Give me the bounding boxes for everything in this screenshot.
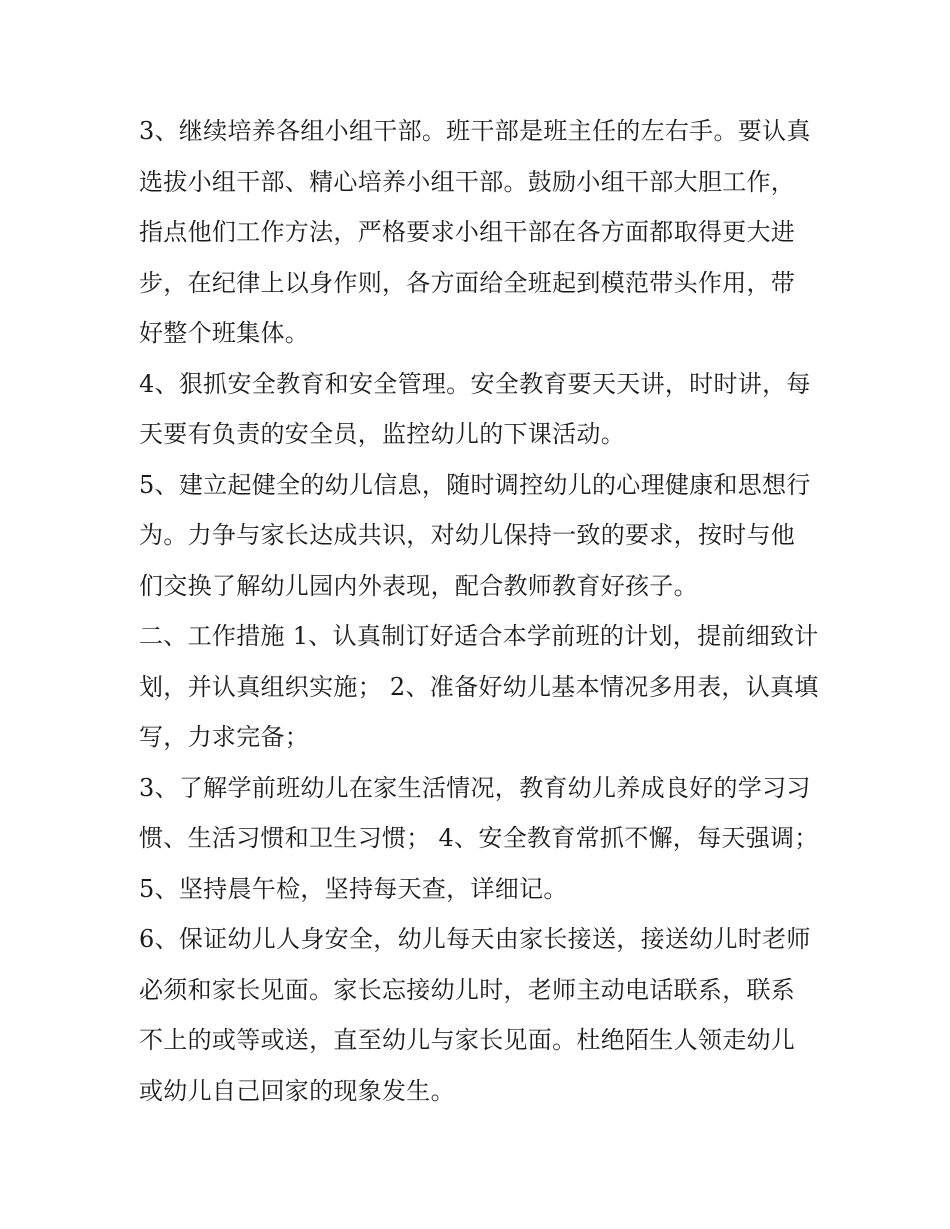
paragraph-item-3-cadres: 3、继续培养各组小组干部。班干部是班主任的左右手。要认真选拔小组干部、精心培养小组干部。鼓励小组干部大胆工作，指点他们工作方法，严格要求小组干部在各方面都取得更大进步，在纪律上以身作则，各方面给全班起到模范带头作用，带好整个班集体。 [139,117,811,347]
paragraph-item-3-home-life: 3、了解学前班幼儿在家生活情况，教育幼儿养成良好的学习习惯、生活习惯和卫生习惯； 4、安全教育常抓不懈，每天强调； 5、坚持晨午检，坚持每天查，详细记。 [139,773,827,903]
paragraph-section-measures: 二、工作措施 1、认真制订好适合本学前班的计划，提前细致计划，并认真组织实施； 2、准备好幼儿基本情况多用表，认真填写，力求完备； [139,622,819,751]
paragraph-item-6-pickup: 6、保证幼儿人身安全，幼儿每天由家长接送，接送幼儿时老师必须和家长见面。家长忘接幼儿时，老师主动电话联系，联系不上的或等或送，直至幼儿与家长见面。杜绝陌生人领走幼儿或幼儿自己回家的现象发生。 [139,925,811,1105]
paragraph-item-5-info: 5、建立起健全的幼儿信息，随时调控幼儿的心理健康和思想行为。力争与家长达成共识，对幼儿保持一致的要求，按时与他们交换了解幼儿园内外表现，配合教师教育好孩子。 [139,470,811,600]
paragraph-item-4-safety: 4、狠抓安全教育和安全管理。安全教育要天天讲，时时讲，每天要有负责的安全员，监控幼儿的下课活动。 [139,369,811,448]
document-body [139,106,827,1116]
